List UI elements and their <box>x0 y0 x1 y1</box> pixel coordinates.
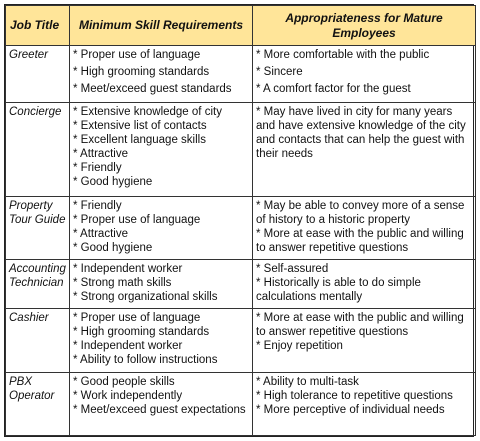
job-title-cell <box>6 372 70 435</box>
job-title: Greeter <box>9 49 48 61</box>
skill-item: * Extensive knowledge of city <box>73 106 222 119</box>
appropriateness-item: * High tolerance to repetitive questions <box>256 389 453 402</box>
appropriateness-cell <box>253 103 476 197</box>
appropriateness-cell <box>253 372 476 435</box>
appropriateness-item: * May have lived in city for many years and have extensive knowledge of the city and contacts that can help the guest with their needs <box>256 106 466 161</box>
job-title: Cashier <box>9 312 49 325</box>
skill-item: * Excellent language skills <box>73 134 206 147</box>
appropriateness-cell <box>253 309 476 372</box>
appropriateness-item: * Self-assured <box>256 263 329 276</box>
skill-item: * Proper use of language <box>73 214 201 227</box>
skill-item: * Good hygiene <box>73 176 153 189</box>
appropriateness-item: * More at ease with the public and willing to answer repetitive questions <box>256 228 464 255</box>
job-title: Property Tour Guide <box>9 200 66 227</box>
skill-item: * Good people skills <box>73 375 175 388</box>
skill-item: * Friendly <box>73 200 122 213</box>
skill-item: * Proper use of language <box>73 49 201 61</box>
skill-item: * High grooming standards <box>73 326 210 339</box>
skill-item: * Attractive <box>73 148 128 161</box>
skill-item: * Strong organizational skills <box>73 291 218 304</box>
skills-cell <box>70 103 253 197</box>
skills-cell <box>70 309 253 372</box>
skills-cell <box>70 372 253 435</box>
job-title-cell <box>6 197 70 260</box>
header-appropriateness: Appropriateness for Mature Employees <box>253 6 476 46</box>
skill-item: * Proper use of language <box>73 312 201 325</box>
table-row <box>6 260 476 309</box>
skill-item: * Attractive <box>73 228 128 241</box>
skill-item: * Extensive list of contacts <box>73 120 207 133</box>
appropriateness-item: * May be able to convey more of a sense of history to a historic property <box>256 200 465 227</box>
skill-item: * Ability to follow instructions <box>73 354 218 367</box>
skills-cell <box>70 260 253 309</box>
appropriateness-cell <box>253 197 476 260</box>
skills-table-frame <box>4 4 474 437</box>
skill-item: * Independent worker <box>73 340 183 353</box>
appropriateness-cell <box>253 260 476 309</box>
appropriateness-cell <box>253 46 476 103</box>
appropriateness-item: * A comfort factor for the guest <box>256 83 411 95</box>
job-title-cell <box>6 309 70 372</box>
header-row <box>6 6 476 46</box>
appropriateness-item: * More perceptive of individual needs <box>256 403 445 416</box>
skill-item: * Meet/exceed guest standards <box>73 83 232 95</box>
skill-item: * High grooming standards <box>73 66 210 78</box>
skill-item: * Work independently <box>73 389 183 402</box>
table-row <box>6 103 476 197</box>
appropriateness-item: * Historically is able to do simple calculations mentally <box>256 277 421 304</box>
job-title: Accounting Technician <box>9 263 66 290</box>
appropriateness-item: * More at ease with the public and willing to answer repetitive questions <box>256 312 464 339</box>
job-title-cell <box>6 260 70 309</box>
skill-item: * Independent worker <box>73 263 183 276</box>
skills-cell <box>70 197 253 260</box>
skill-item: * Meet/exceed guest expectations <box>73 403 246 416</box>
skill-item: * Good hygiene <box>73 242 153 255</box>
job-title: Concierge <box>9 106 62 119</box>
skill-item: * Strong math skills <box>73 277 172 290</box>
job-title: PBX Operator <box>9 375 55 402</box>
skills-table <box>5 5 476 436</box>
skill-item: * Friendly <box>73 162 122 175</box>
skills-cell <box>70 46 253 103</box>
appropriateness-item: * Ability to multi-task <box>256 375 359 388</box>
appropriateness-item: * More comfortable with the public <box>256 49 430 61</box>
job-title-cell <box>6 46 70 103</box>
header-skills: Minimum Skill Requirements <box>70 6 253 46</box>
job-title-cell <box>6 103 70 197</box>
table-row <box>6 309 476 372</box>
appropriateness-item: * Sincere <box>256 66 303 78</box>
table-row <box>6 197 476 260</box>
table-row <box>6 372 476 435</box>
header-job-title: Job Title <box>6 6 70 46</box>
appropriateness-item: * Enjoy repetition <box>256 340 343 353</box>
table-row <box>6 46 476 103</box>
